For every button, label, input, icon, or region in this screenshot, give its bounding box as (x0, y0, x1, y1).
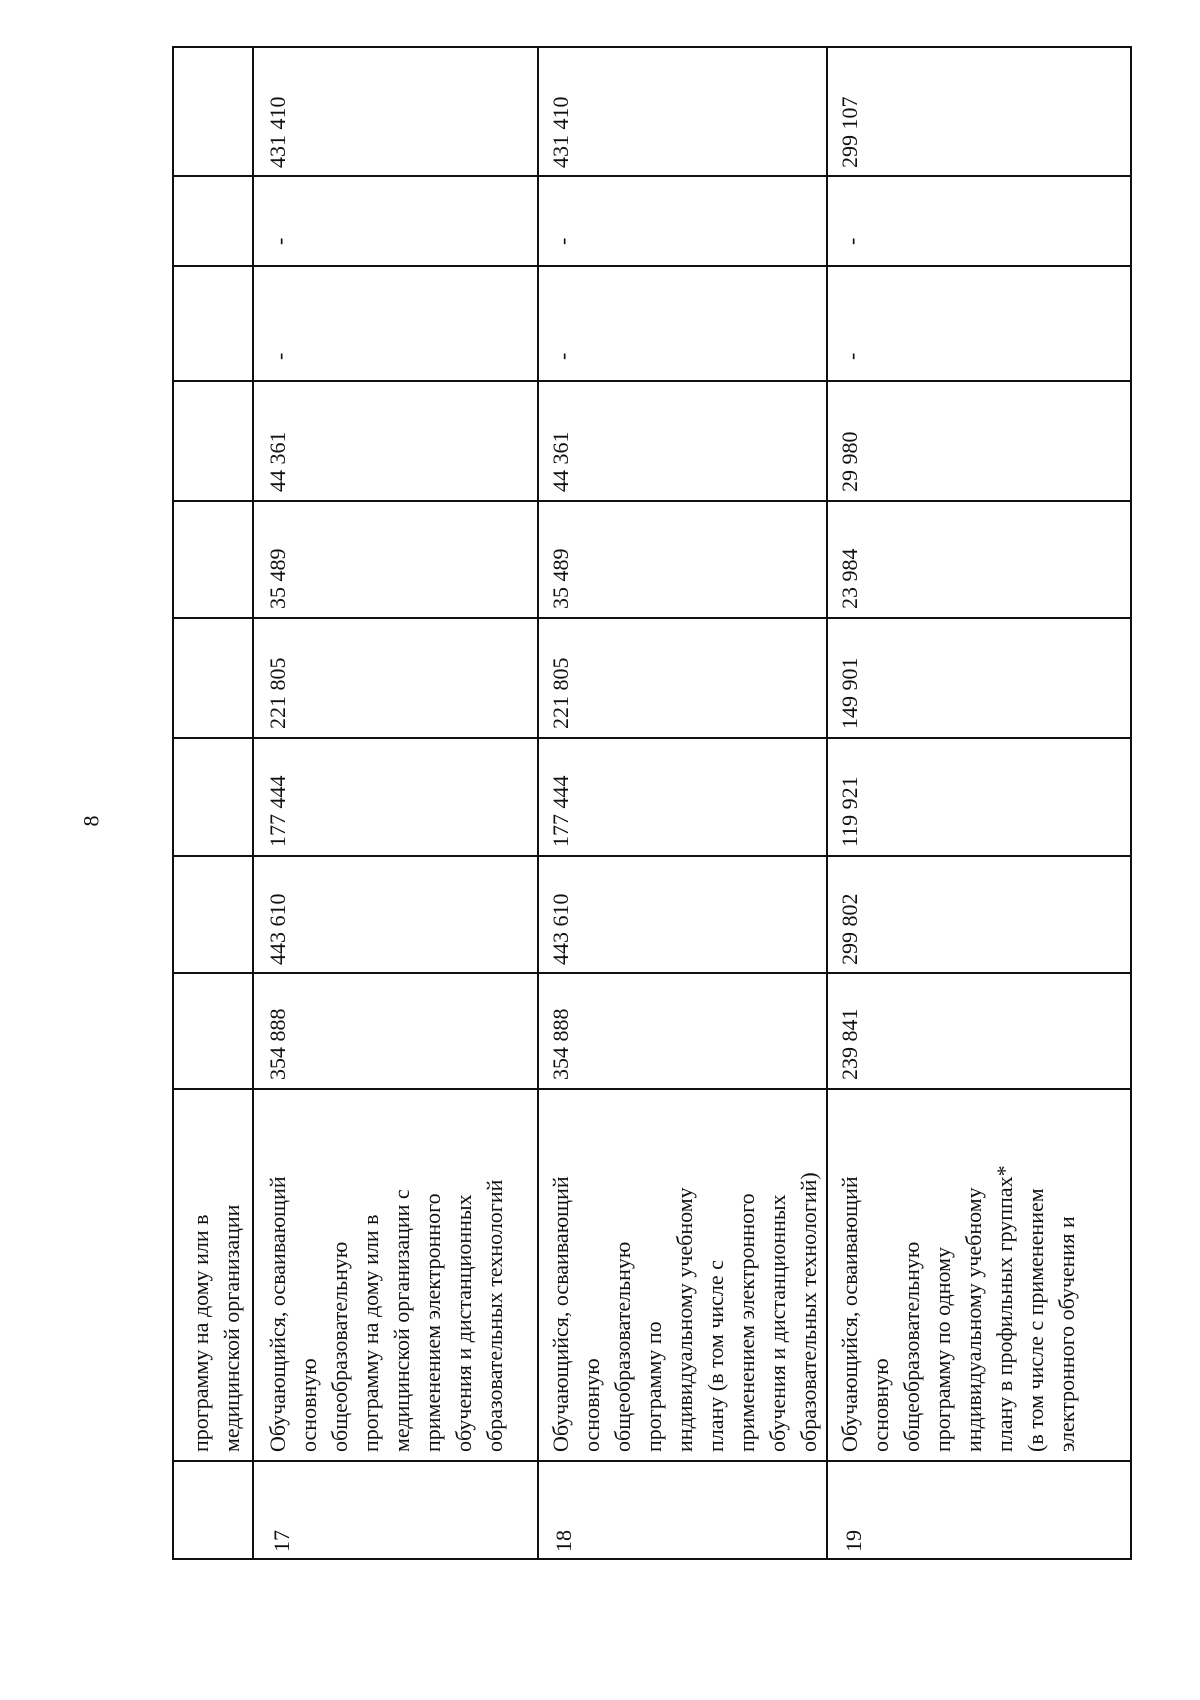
value-cell: 221 805 (265, 657, 290, 729)
row-number: 19 (841, 1530, 866, 1552)
table-grid-line (172, 175, 1132, 177)
table-grid-line (826, 46, 828, 1560)
name-line: программу на дому или в (358, 1214, 383, 1452)
table-grid-line (172, 617, 1132, 619)
value-cell: - (839, 352, 864, 360)
value-cell: 221 805 (548, 657, 573, 729)
row-name-cell (834, 1086, 1082, 1452)
table-grid-line (172, 972, 1132, 974)
table-grid-line (252, 46, 254, 1560)
value-cell: - (267, 237, 292, 245)
value-cell: - (550, 352, 575, 360)
value-cell: 239 841 (837, 1008, 862, 1080)
value-cell: 35 489 (265, 548, 290, 609)
name-line: медицинской организации (219, 1204, 244, 1452)
name-line: электронного обучения и (1054, 1216, 1079, 1452)
page-number: 8 (78, 815, 104, 827)
table-grid-line (172, 380, 1132, 382)
name-line: Обучающийся, осваивающий (548, 1176, 573, 1452)
name-line: Обучающийся, осваивающий (265, 1176, 290, 1452)
value-cell: 29 980 (837, 431, 862, 492)
name-line: общеобразовательную (899, 1241, 924, 1452)
table-grid-line (172, 265, 1132, 267)
name-line: обучения и дистанционных (765, 1194, 790, 1452)
table-grid-line (172, 737, 1132, 739)
name-line: применением электронного (734, 1193, 759, 1452)
name-line: программу по одному (930, 1246, 955, 1452)
name-line: плану в профильных группах* (992, 1165, 1017, 1452)
value-cell: 177 444 (265, 775, 290, 847)
name-line: индивидуальному учебному (672, 1187, 697, 1452)
name-line: плану (в том числе с (703, 1260, 728, 1452)
row-name-cell (545, 1086, 824, 1452)
name-line: применением электронного (420, 1193, 445, 1452)
value-cell: 354 888 (265, 1008, 290, 1080)
table-grid-line (172, 500, 1132, 502)
value-cell: 35 489 (548, 548, 573, 609)
name-line: индивидуальному учебному (961, 1187, 986, 1452)
value-cell: 299 802 (837, 893, 862, 965)
value-cell: 23 984 (837, 548, 862, 609)
value-cell: 354 888 (548, 1008, 573, 1080)
name-line: основную (868, 1358, 893, 1452)
table-grid-line (172, 855, 1132, 857)
value-cell: 443 610 (548, 893, 573, 965)
value-cell: 431 410 (548, 96, 573, 168)
value-cell: 431 410 (265, 96, 290, 168)
name-line: (в том числе с применением (1023, 1188, 1048, 1452)
name-line: общеобразовательную (610, 1241, 635, 1452)
row-name-cell (262, 1086, 510, 1452)
name-line: обучения и дистанционных (451, 1194, 476, 1452)
value-cell: - (550, 237, 575, 245)
value-cell: 44 361 (265, 431, 290, 492)
row-number: 17 (269, 1530, 294, 1552)
value-cell: - (267, 352, 292, 360)
value-cell: - (839, 237, 864, 245)
value-cell: 443 610 (265, 893, 290, 965)
name-line: программу на дому или в (188, 1214, 213, 1452)
name-line: основную (296, 1358, 321, 1452)
value-cell: 299 107 (837, 96, 862, 168)
value-cell: 44 361 (548, 431, 573, 492)
name-line: общеобразовательную (327, 1241, 352, 1452)
name-line: образовательных технологий) (796, 1172, 821, 1452)
value-cell: 119 921 (837, 776, 862, 847)
row-number: 18 (551, 1530, 576, 1552)
value-cell: 177 444 (548, 775, 573, 847)
name-line: медицинской организации с (389, 1189, 414, 1452)
name-line: основную (579, 1358, 604, 1452)
name-line: образовательных технологий (482, 1179, 507, 1452)
name-line: программу по (641, 1321, 666, 1452)
name-line: Обучающийся, осваивающий (837, 1176, 862, 1452)
continuation-name-cell (185, 1086, 247, 1452)
table-grid-line (172, 1460, 1132, 1462)
table-grid-line (537, 46, 539, 1560)
value-cell: 149 901 (837, 657, 862, 729)
